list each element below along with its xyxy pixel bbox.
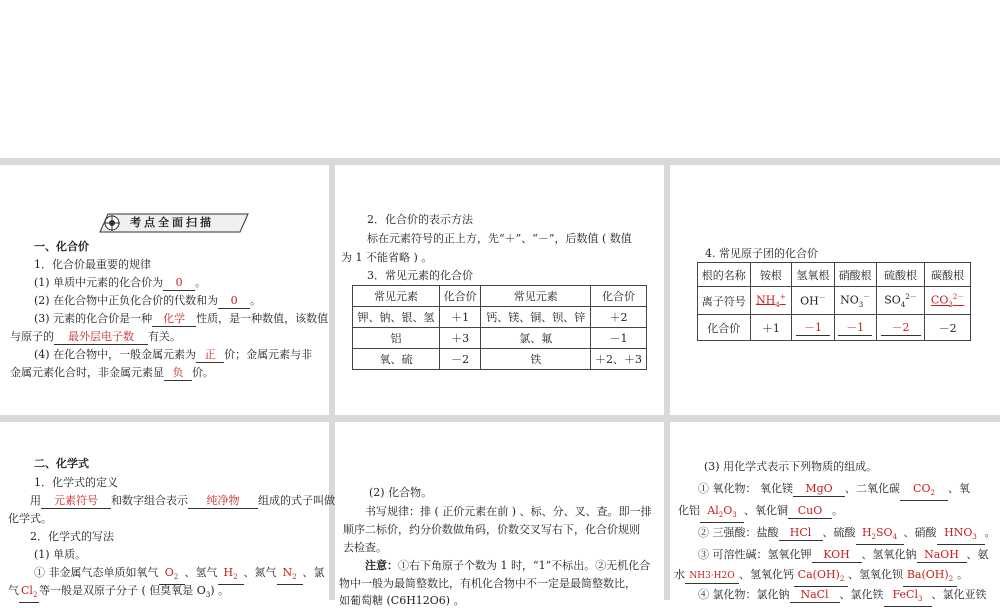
table-cell: 化合价: [591, 286, 647, 307]
divider-top: [0, 158, 1000, 165]
table-cell: ＋2: [591, 307, 647, 328]
rule-2: (2) 在化合物中正负化合价的代数和为 0 。: [34, 294, 262, 307]
nonmetal-gas: ① 非金属气态单质如氧气 $O_2$ 、氢气 $H_2$ 、氮气 $N_2$ 、氯: [34, 566, 325, 585]
table-cell: 离子符号: [698, 287, 751, 315]
table-cell: 碳酸根: [925, 263, 971, 287]
heading-formula: 二、化学式: [34, 457, 89, 470]
table-row: [353, 328, 647, 349]
answer-blank: 0: [218, 294, 250, 309]
table-cell: 根的名称: [698, 263, 751, 287]
table-cell: 铁: [481, 349, 591, 370]
panel-chemical-formula: [0, 422, 335, 600]
nonmetal-gas-cont: 气 $Cl_2$ 等一般是双原子分子 ( 但臭氧是 $O_3$) 。: [8, 584, 229, 603]
oxides: ① 氧化物： 氧化镁 MgO 、二氧化碳 $CO_2$ 、氧: [698, 482, 970, 501]
table-cell: －1: [591, 328, 647, 349]
table-cell: [876, 315, 924, 341]
answer-blank: CuO: [788, 504, 832, 519]
simple-substance: (1) 单质。: [34, 548, 87, 561]
answer-blank: MgO: [793, 482, 845, 497]
rule-4: (4) 在化合物中，一般金属元素为 正 价；金属元素与非: [34, 348, 313, 361]
radical-table: [697, 262, 971, 341]
element-valence-table: [352, 285, 647, 370]
rule-1: (1) 单质中元素的化合价为 0 。: [34, 276, 207, 289]
table-row: [698, 315, 971, 341]
answer-blank: 元素符号: [41, 494, 111, 509]
table-cell: 钾、钠、银、氢: [353, 307, 440, 328]
table-row: [353, 307, 647, 328]
table-cell: 钙、镁、铜、钡、锌: [481, 307, 591, 328]
panel-valence-rules: [0, 165, 329, 415]
note-cont2: 如葡萄糖 (C6H12O6) 。: [339, 594, 465, 607]
table-cell: 硫酸根: [876, 263, 924, 287]
compound-rule-cont2: 去检查。: [343, 541, 387, 554]
panel-valence-notation: [335, 165, 664, 415]
rule-3-cont: 与原子的 最外层电子数 有关。: [10, 330, 181, 343]
section-banner: [100, 212, 250, 234]
rule-3: (3) 元素的化合价是一种 化学 性质，是一种数值，该数值: [34, 312, 329, 325]
table-header: [353, 286, 647, 307]
table-cell: ＋3: [439, 328, 480, 349]
table-cell: 化合价: [439, 286, 480, 307]
table-cell: 氯、氟: [481, 328, 591, 349]
table-row: [353, 349, 647, 370]
strong-acids: ② 三强酸：盐酸 HCl 、硫酸 $H_2SO_4$ 、硝酸 $HNO_3$ 。: [698, 526, 996, 545]
answer-blank: 负: [164, 366, 192, 381]
answer-blank: NH3·H2O: [685, 569, 739, 584]
note-cont: 物中一般为最简整数比，有机化合物中不一定是最简整数比，: [339, 577, 636, 590]
table-cell: [792, 315, 834, 341]
answer-blank: 0: [163, 276, 195, 291]
compound-title: (2) 化合物。: [369, 486, 433, 499]
compound-rule-cont1: 顺序二标价，约分价数做角码，价数交叉写右下，化合价规则: [343, 523, 640, 536]
formula-def-cont: 化学式。: [8, 512, 52, 525]
table-cell: $NO_3^-$: [834, 287, 876, 315]
table-cell: －2: [439, 349, 480, 370]
radical-title: 4. 常见原子团的化合价: [705, 247, 818, 260]
formula-def: 用 元素符号 和数字组合表示 纯净物 组成的式子叫做: [30, 494, 335, 507]
answer-blank: 最外层电子数: [54, 330, 148, 345]
table-cell: 硝酸根: [834, 263, 876, 287]
panel-radical-valence: [670, 165, 1000, 415]
table-cell: 常见元素: [353, 286, 440, 307]
table-cell: 铝: [353, 328, 440, 349]
table-cell: 化合价: [698, 315, 751, 341]
table-cell: －2: [925, 315, 971, 341]
notation-text-cont: 为 1 不能省略 ) 。: [341, 251, 433, 264]
common-elements-title: 3．常见元素的化合价: [367, 269, 473, 282]
formula-def-title: 1．化学式的定义: [34, 476, 118, 489]
table-cell: ＋1: [750, 315, 792, 341]
answer-blank: －1: [838, 319, 872, 336]
answer-blank: 纯净物: [188, 494, 258, 509]
answer-blank: 正: [196, 348, 224, 363]
notation-title: 2．化合价的表示方法: [367, 213, 473, 226]
answer-blank: NaCl: [790, 588, 840, 603]
table-cell: $CO_3^{2-}$: [925, 287, 971, 315]
practice-title: (3) 用化学式表示下列物质的组成。: [704, 460, 878, 473]
rule-title: 1．化合价最重要的规律: [34, 258, 151, 271]
table-cell: ＋2、＋3: [591, 349, 647, 370]
note: 注意：①右下角原子个数为 1 时，“1”不标出。②无机化合: [365, 559, 651, 572]
table-cell: 氢氧根: [792, 263, 834, 287]
banner-title: 考点全面扫描: [130, 216, 214, 229]
answer-blank: NaOH: [917, 548, 967, 563]
answer-blank: HCl: [779, 526, 823, 541]
table-cell: $NH_4^+$: [750, 287, 792, 315]
table-cell: OH－: [792, 287, 834, 315]
divider-middle: [0, 415, 1000, 422]
soluble-bases: ③ 可溶性碱：氢氧化钾 KOH 、氢氧化钠 NaOH 、氨: [698, 548, 989, 561]
oxides-cont: 化铝 $Al_2O_3$ 、氧化铜 CuO 。: [678, 504, 843, 523]
table-cell: 铵根: [750, 263, 792, 287]
panel-compound: [335, 422, 664, 607]
chlorides: ④ 氯化物：氯化钠 NaCl 、氯化铁 FeCl$_3$ 、氯化亚铁: [698, 588, 987, 607]
table-header: [698, 263, 971, 287]
table-cell: ＋1: [439, 307, 480, 328]
answer-blank: KOH: [812, 548, 862, 563]
table-cell: [834, 315, 876, 341]
table-row: [698, 287, 971, 315]
answer-blank: －1: [796, 319, 830, 336]
compound-rule: 书写规律：排 ( 正价元素在前 ) 、标、分、叉、查。即一排: [365, 505, 652, 518]
notation-text: 标在元素符号的正上方，先“＋”、“－”，后数值 ( 数值: [367, 232, 632, 245]
answer-blank: 化学: [152, 312, 196, 327]
table-cell: 氧、硫: [353, 349, 440, 370]
heading-valence: 一、化合价: [34, 240, 89, 253]
table-cell: $SO_4^{2-}$: [876, 287, 924, 315]
panel-formula-practice: [670, 422, 1000, 604]
soluble-bases-cont: 水 NH3·H2O 、氢氧化钙 $Ca(OH)_2$ 、氢氧化钡 $Ba(OH)_2$ 。: [674, 568, 968, 587]
answer-blank: －2: [881, 319, 921, 336]
rule-4-cont: 金属元素化合时，非金属元素显 负 价。: [10, 366, 214, 379]
formula-writing-title: 2．化学式的写法: [30, 530, 114, 543]
table-cell: 常见元素: [481, 286, 591, 307]
